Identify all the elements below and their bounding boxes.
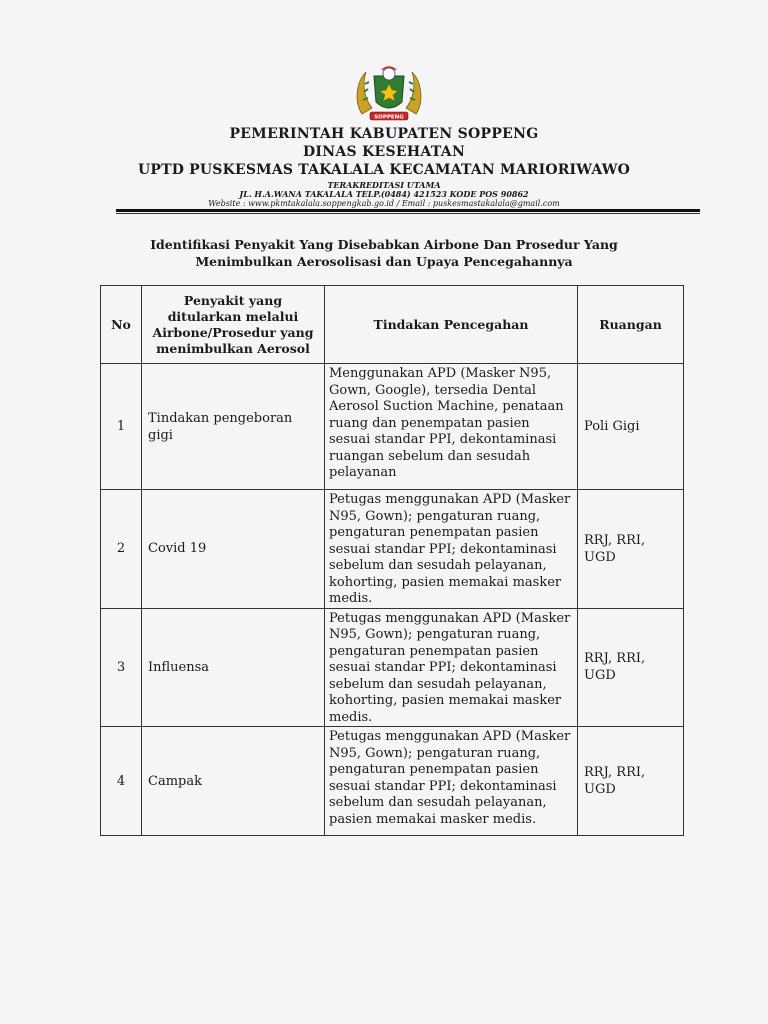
row-tindakan: Petugas menggunakan APD (Masker N95, Gown); pengaturan ruang, pengaturan penempatan pasien sesuai standar PPI; dekontaminasi sebelum dan sesudah pelayanan, kohorting, pasien memakai masker medis. xyxy=(325,490,578,609)
row-ruangan: RRJ, RRI, UGD xyxy=(578,727,684,836)
row-tindakan: Petugas menggunakan APD (Masker N95, Gown); pengaturan ruang, pengaturan penempatan pasien sesuai standar PPI; dekontaminasi sebelum dan sesudah pelayanan, kohorting, pasien memakai masker medis. xyxy=(325,608,578,727)
website-email-line: Website : www.pkmtakalala.soppengkab.go.id / Email : puskesmastakalala@gmail.com xyxy=(208,199,560,208)
row-number: 1 xyxy=(101,364,142,490)
header-ruangan: Ruangan xyxy=(578,286,684,364)
row-number: 4 xyxy=(101,727,142,836)
row-number: 3 xyxy=(101,608,142,727)
row-ruangan: RRJ, RRI, UGD xyxy=(578,608,684,727)
header-no: No xyxy=(101,286,142,364)
header-penyakit: Penyakit yang ditularkan melalui Airbone/Prosedur yang menimbulkan Aerosol xyxy=(142,286,325,364)
row-number: 2 xyxy=(101,490,142,609)
document-title-line1: Identifikasi Penyakit Yang Disebabkan Airbone Dan Prosedur Yang xyxy=(150,237,618,252)
accreditation-status: TERAKREDITASI UTAMA xyxy=(327,180,441,190)
document-title-line2: Menimbulkan Aerosolisasi dan Upaya Pencegahannya xyxy=(195,254,573,269)
row-tindakan: Menggunakan APD (Masker N95, Gown, Google), tersedia Dental Aerosol Suction Machine, penataan ruang dan penempatan pasien sesuai standar PPI, dekontaminasi ruangan sebelum dan sesudah pelayanan xyxy=(325,364,578,490)
header-tindakan: Tindakan Pencegahan xyxy=(325,286,578,364)
row-penyakit: Covid 19 xyxy=(142,490,325,609)
row-penyakit: Influensa xyxy=(142,608,325,727)
agency-name: DINAS KESEHATAN xyxy=(302,144,466,160)
letterhead-divider-thick xyxy=(116,209,700,212)
row-penyakit: Tindakan pengeboran gigi xyxy=(142,364,325,490)
table-row xyxy=(101,364,684,490)
row-tindakan: Petugas menggunakan APD (Masker N95, Gown); pengaturan ruang, pengaturan penempatan pasien sesuai standar PPI; dekontaminasi sebelum dan sesudah pelayanan, pasien memakai masker medis. xyxy=(325,727,578,836)
letterhead-divider-thin xyxy=(116,213,700,214)
row-ruangan: Poli Gigi xyxy=(578,364,684,490)
table-header-row xyxy=(101,286,684,364)
logo-banner-text: SOPPENG xyxy=(374,114,404,121)
table-row xyxy=(101,727,684,836)
facility-name: UPTD PUSKESMAS TAKALALA KECAMATAN MARIORIWAWO xyxy=(137,162,631,178)
row-ruangan: RRJ, RRI, UGD xyxy=(578,490,684,609)
row-penyakit: Campak xyxy=(142,727,325,836)
table-row xyxy=(101,608,684,727)
soppeng-crest-logo xyxy=(352,62,426,124)
table-row xyxy=(101,490,684,609)
address-line: JL. H.A.WANA TAKALALA TELP.(0484) 421523 KODE POS 90862 xyxy=(239,189,529,199)
gov-name: PEMERINTAH KABUPATEN SOPPENG xyxy=(229,126,539,142)
disease-prevention-table xyxy=(100,285,684,836)
